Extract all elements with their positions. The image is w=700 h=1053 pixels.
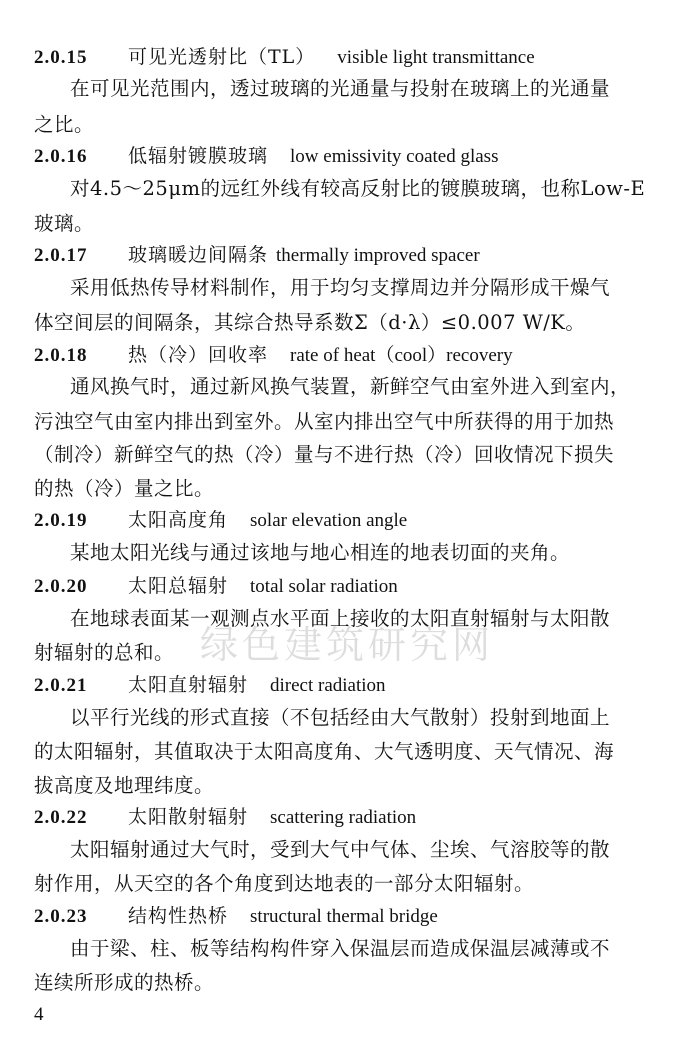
definition-line: 在可见光范围内，透过玻璃的光通量与投射在玻璃上的光通量 [70, 77, 611, 100]
definition-line: 射作用，从天空的各个角度到达地表的一部分太阳辐射。 [34, 872, 535, 895]
definition-line: （制冷）新鲜空气的热（冷）量与不进行热（冷）回收情况下损失 [34, 443, 615, 466]
entry-heading [34, 342, 674, 369]
term-chinese: 玻璃暖边间隔条 [128, 244, 269, 266]
definition-line: 的热（冷）量之比。 [34, 477, 215, 500]
definition-line: 玻璃。 [34, 212, 95, 235]
term-english: solar elevation angle [250, 510, 408, 531]
term-chinese: 太阳总辐射 [128, 575, 229, 597]
term-chinese: 可见光透射比（TL） [128, 46, 316, 68]
term-english: thermally improved spacer [276, 245, 480, 266]
term-english: low emissivity coated glass [290, 146, 499, 167]
entry-number: 2.0.16 [34, 146, 88, 167]
entry-number: 2.0.15 [34, 47, 88, 68]
entry-number: 2.0.19 [34, 510, 88, 531]
entry-heading [34, 573, 674, 600]
term-chinese: 太阳高度角 [128, 509, 229, 531]
definition-line: 在地球表面某一观测点水平面上接收的太阳直射辐射与太阳散 [70, 607, 611, 630]
entry-heading [34, 903, 674, 930]
entry-number: 2.0.18 [34, 345, 88, 366]
term-chinese: 热（冷）回收率 [128, 344, 269, 366]
entry-number: 2.0.23 [34, 906, 88, 927]
page-number: 4 [34, 1004, 44, 1025]
term-chinese: 结构性热桥 [128, 905, 229, 927]
definition-line: 某地太阳光线与通过该地与地心相连的地表切面的夹角。 [70, 541, 571, 564]
entry-number: 2.0.20 [34, 576, 88, 597]
definition-line: 太阳辐射通过大气时，受到大气中气体、尘埃、气溶胶等的散 [70, 838, 611, 861]
entry-heading [34, 672, 674, 699]
entry-heading [34, 242, 674, 269]
definition-line: 连续所形成的热桥。 [34, 971, 215, 994]
term-english: total solar radiation [250, 576, 398, 597]
definition-line: 通风换气时，通过新风换气装置，新鲜空气由室外进入到室内， [70, 375, 631, 398]
entry-heading [34, 804, 674, 831]
term-english: direct radiation [270, 675, 386, 696]
entry-heading [34, 44, 674, 71]
term-english: structural thermal bridge [250, 906, 438, 927]
term-chinese: 低辐射镀膜玻璃 [128, 145, 269, 167]
definition-line: 由于梁、柱、板等结构构件穿入保温层而造成保温层减薄或不 [70, 937, 611, 960]
definition-line: 之比。 [34, 113, 95, 136]
term-english: scattering radiation [270, 807, 417, 828]
definition-line: 射辐射的总和。 [34, 641, 175, 664]
term-chinese: 太阳散射辐射 [128, 806, 249, 828]
term-english: visible light transmittance [337, 47, 535, 68]
definition-line: 污浊空气由室内排出到室外。从室内排出空气中所获得的用于加热 [34, 410, 615, 433]
entry-heading [34, 507, 674, 534]
term-chinese: 太阳直射辐射 [128, 674, 249, 696]
entry-number: 2.0.21 [34, 675, 88, 696]
definition-line: 对4.5～25μm的远红外线有较高反射比的镀膜玻璃，也称Low-E [70, 177, 646, 200]
entry-number: 2.0.17 [34, 245, 88, 266]
definition-line: 采用低热传导材料制作，用于均匀支撑周边并分隔形成干燥气 [70, 276, 611, 299]
entry-heading [34, 143, 674, 170]
entry-number: 2.0.22 [34, 807, 88, 828]
definition-line: 拔高度及地理纬度。 [34, 774, 215, 797]
watermark: 绿色建筑研究网 [200, 623, 495, 667]
definition-line: 的太阳辐射，其值取决于太阳高度角、大气透明度、天气情况、海 [34, 740, 615, 763]
definition-line: 以平行光线的形式直接（不包括经由大气散射）投射到地面上 [70, 706, 611, 729]
term-english: rate of heat（cool）recovery [290, 345, 513, 366]
definition-line: 体空间层的间隔条，其综合热导系数Σ（d·λ）≤0.007 W/K。 [34, 311, 586, 334]
